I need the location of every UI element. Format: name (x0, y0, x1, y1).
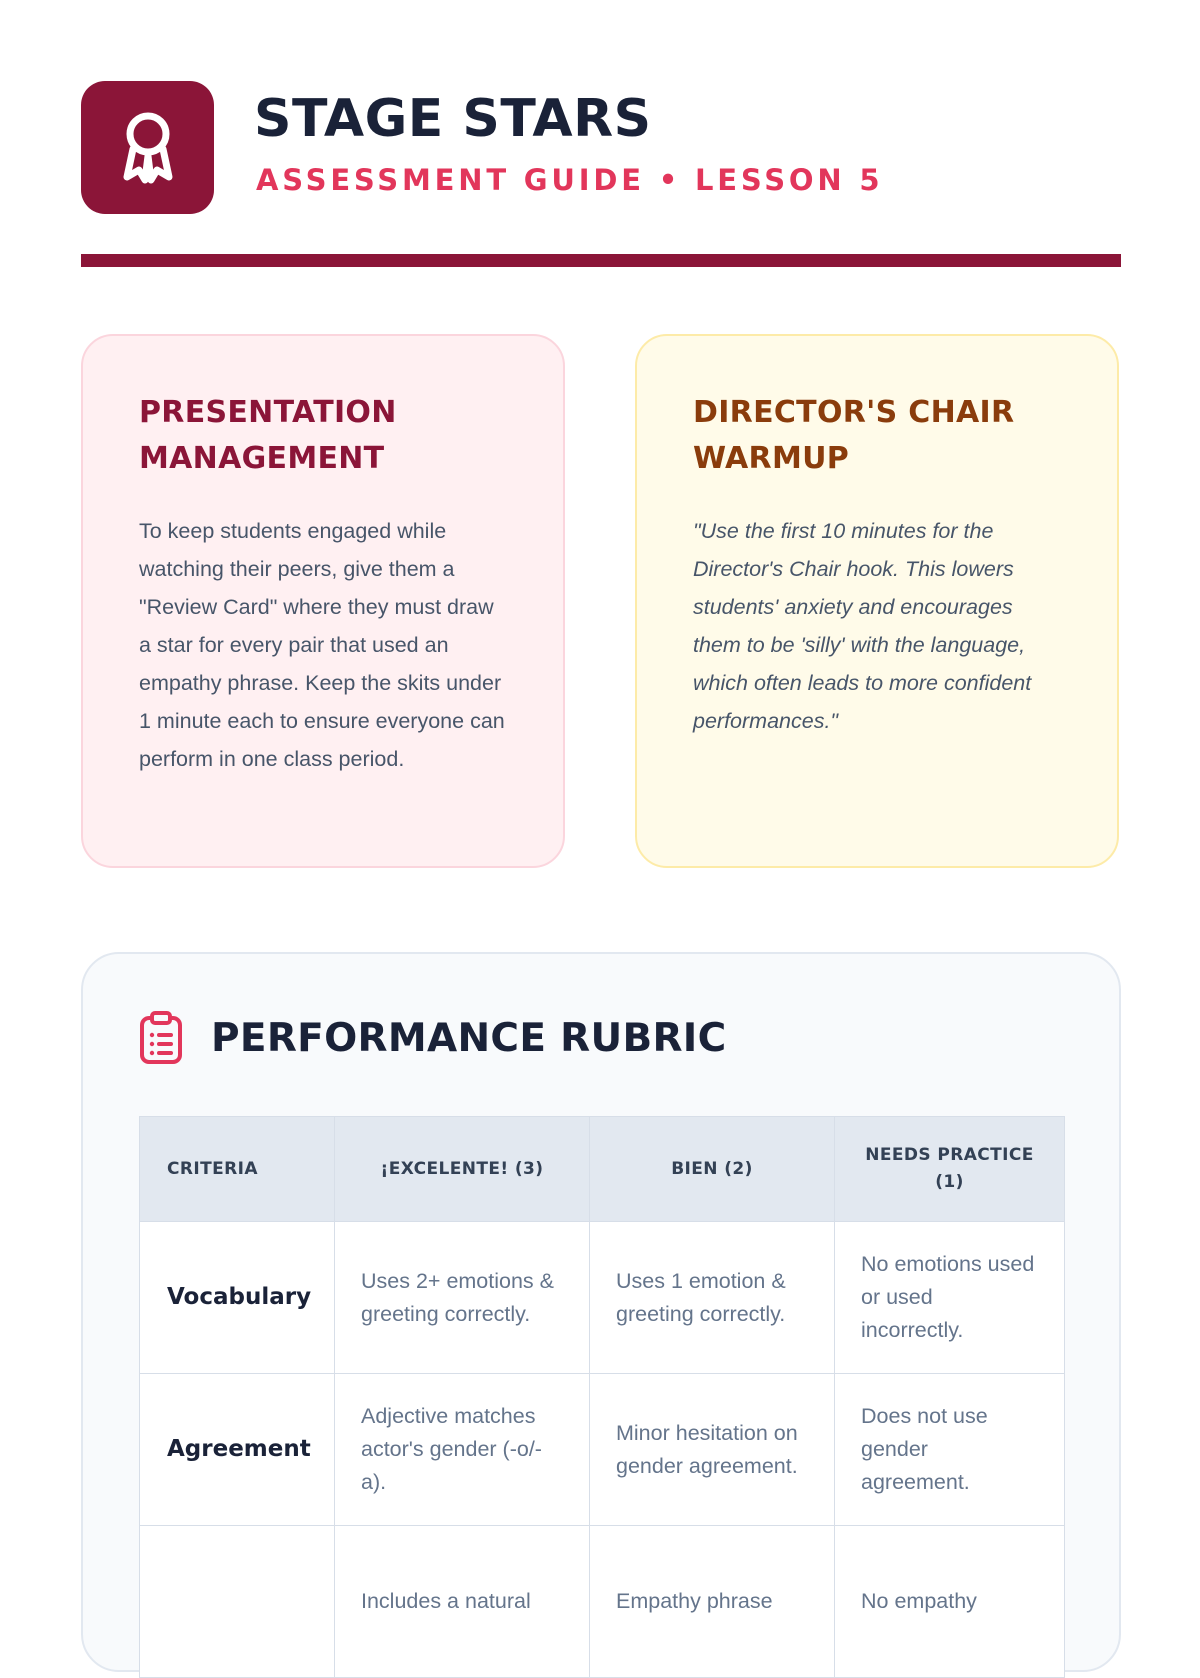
needs-practice-cell: Does not use gender agreement. (835, 1374, 1065, 1526)
card-quote: "Use the first 10 minutes for the Director's Chair hook. This lowers students' anxiety and encourages them to be 'silly' with the language, which often leads to more confident performances." (693, 519, 1032, 733)
excelente-cell: Adjective matches actor's gender (-o/-a). (335, 1374, 590, 1526)
column-header-excelente: ¡EXCELENTE! (3) (335, 1117, 590, 1222)
table-header-row (140, 1117, 1065, 1222)
criteria-cell: Agreement (140, 1374, 335, 1526)
rubric-title: PERFORMANCE RUBRIC (211, 1015, 727, 1061)
card-title: PRESENTATION MANAGEMENT (139, 395, 397, 476)
performance-rubric-panel (81, 952, 1121, 1672)
page-header (81, 81, 1121, 215)
bien-cell: Uses 1 emotion & greeting correctly. (590, 1222, 835, 1374)
table-row (140, 1526, 1065, 1678)
needs-practice-cell: No emotions used or used incorrectly. (835, 1222, 1065, 1374)
logo-badge (81, 81, 214, 214)
page-subtitle: ASSESSMENT GUIDE • LESSON 5 (256, 163, 884, 197)
bien-cell: Minor hesitation on gender agreement. (590, 1374, 835, 1526)
rubric-heading (139, 1010, 727, 1066)
column-header-criteria: CRITERIA (140, 1117, 335, 1222)
header-divider (81, 254, 1121, 267)
presentation-management-card (81, 334, 565, 868)
card-body: To keep students engaged while watching their peers, give them a "Review Card" where they must draw a star for every pair that used an empathy phrase. Keep the skits under 1 minute each to ensure everyone can perform in one class period. (139, 519, 505, 771)
directors-chair-card (635, 334, 1119, 868)
excelente-cell: Includes a natural (335, 1526, 590, 1678)
excelente-cell: Uses 2+ emotions & greeting correctly. (335, 1222, 590, 1374)
bien-cell: Empathy phrase (590, 1526, 835, 1678)
criteria-cell (140, 1526, 335, 1678)
table-row (140, 1374, 1065, 1526)
needs-practice-cell: No empathy (835, 1526, 1065, 1678)
award-ribbon-icon (119, 109, 177, 187)
clipboard-list-icon (139, 1011, 183, 1065)
criteria-cell: Vocabulary (140, 1222, 335, 1374)
page-title: STAGE STARS (254, 89, 652, 149)
column-header-needs-practice: NEEDS PRACTICE (1) (835, 1117, 1065, 1222)
table-row (140, 1222, 1065, 1374)
card-title: DIRECTOR'S CHAIR WARMUP (693, 395, 1015, 476)
rubric-table (139, 1116, 1065, 1678)
column-header-bien: BIEN (2) (590, 1117, 835, 1222)
